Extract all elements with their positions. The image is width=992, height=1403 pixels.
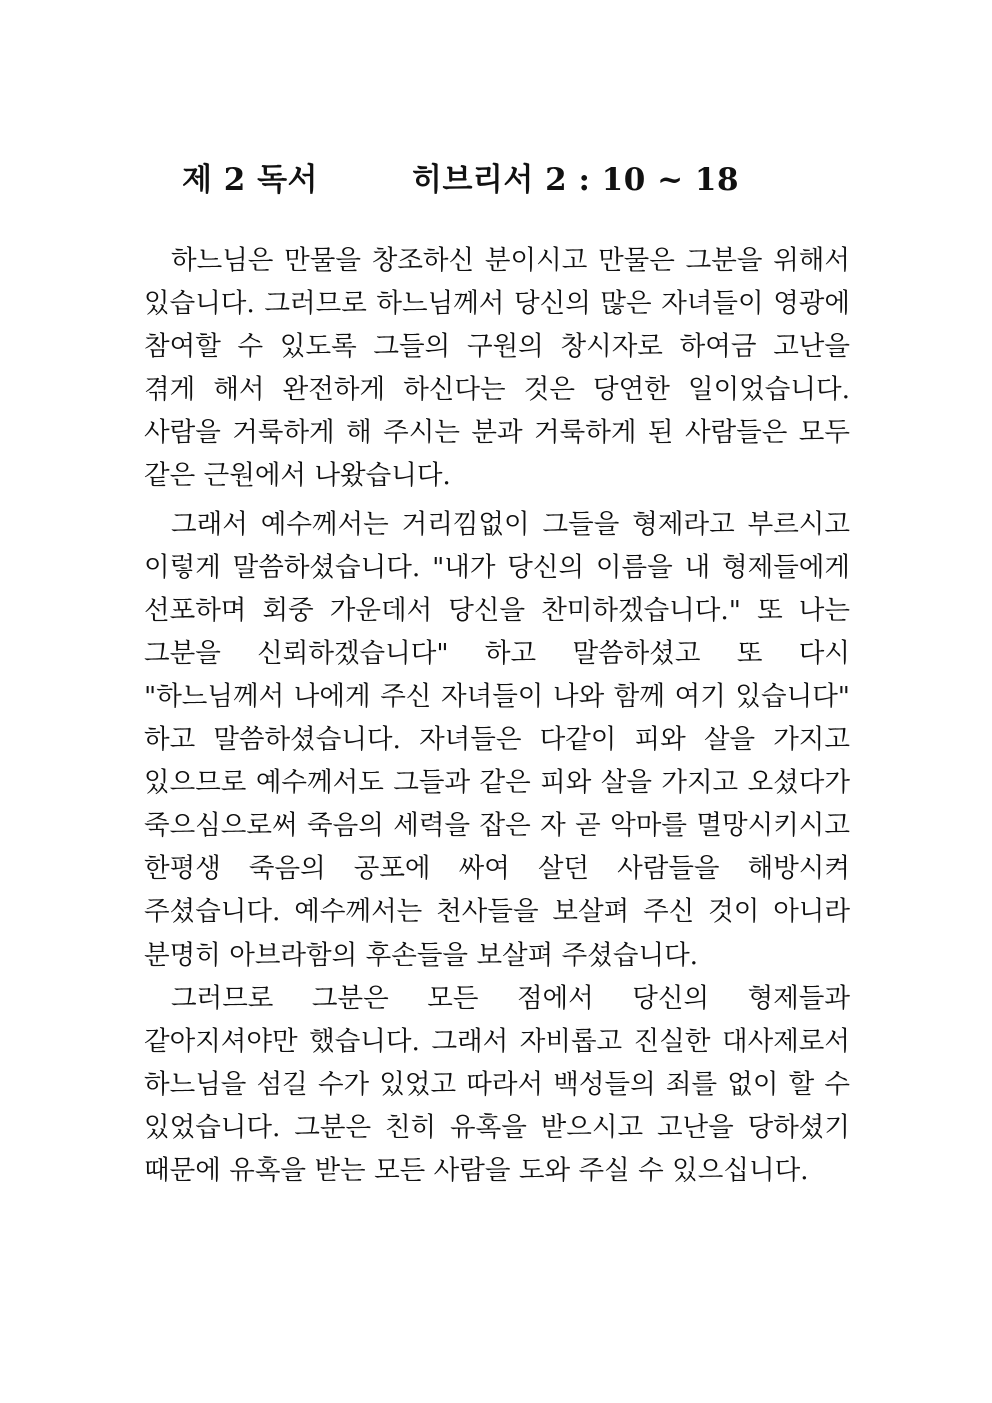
paragraph-2: 그래서 예수께서는 거리낌없이 그들을 형제라고 부르시고 이렇게 말씀하셨습니다. "내가 당신의 이름을 내 형제들에게 선포하며 회중 가운데서 당신을 찬미하겠습니다." 또 나는 그분을 신뢰하겠습니다" 하고 말씀하셨고 또 다시 "하느님께서 나에게 주신 자녀들이 나와 함께 여기 있습니다" 하고 말씀하셨습니다. 자녀들은 다같이 피와 살을 가지고 있으므로 예수께서도 그들과 같은 피와 살을 가지고 오셨다가 죽으심으로써 죽음의 세력을 잡은 자 곧 악마를 멸망시키시고 한평생 죽음의 공포에 싸여 살던 사람들을 해방시켜 주셨습니다. 예수께서는 천사들을 보살펴 주신 것이 아니라 분명히 아브라함의 후손들을 보살펴 주셨습니다. [144,508,850,971]
reading-heading [182,158,739,202]
scripture-reference: 히브리서 2 : 10 ~ 18 [412,162,740,198]
reading-body [144,239,850,1192]
paragraph-1: 하느님은 만물을 창조하신 분이시고 만물은 그분을 위해서 있습니다. 그러므로 하느님께서 당신의 많은 자녀들이 영광에 참여할 수 있도록 그들의 구원의 창시자로 하여금 고난을 겪게 해서 완전하게 하신다는 것은 당연한 일이었습니다. 사람을 거룩하게 해 주시는 분과 거룩하게 된 사람들은 모두 같은 근원에서 나왔습니다. [144,245,850,492]
paragraph-3: 그러므로 그분은 모든 점에서 당신의 형제들과 같아지셔야만 했습니다. 그래서 자비롭고 진실한 대사제로서 하느님을 섬길 수가 있었고 따라서 백성들의 죄를 없이 할 수 있었습니다. 그분은 친히 유혹을 받으시고 고난을 당하셨기 때문에 유혹을 받는 모든 사람을 도와 주실 수 있으십니다. [144,982,850,1186]
reading-label: 제 2 독서 [182,162,318,198]
